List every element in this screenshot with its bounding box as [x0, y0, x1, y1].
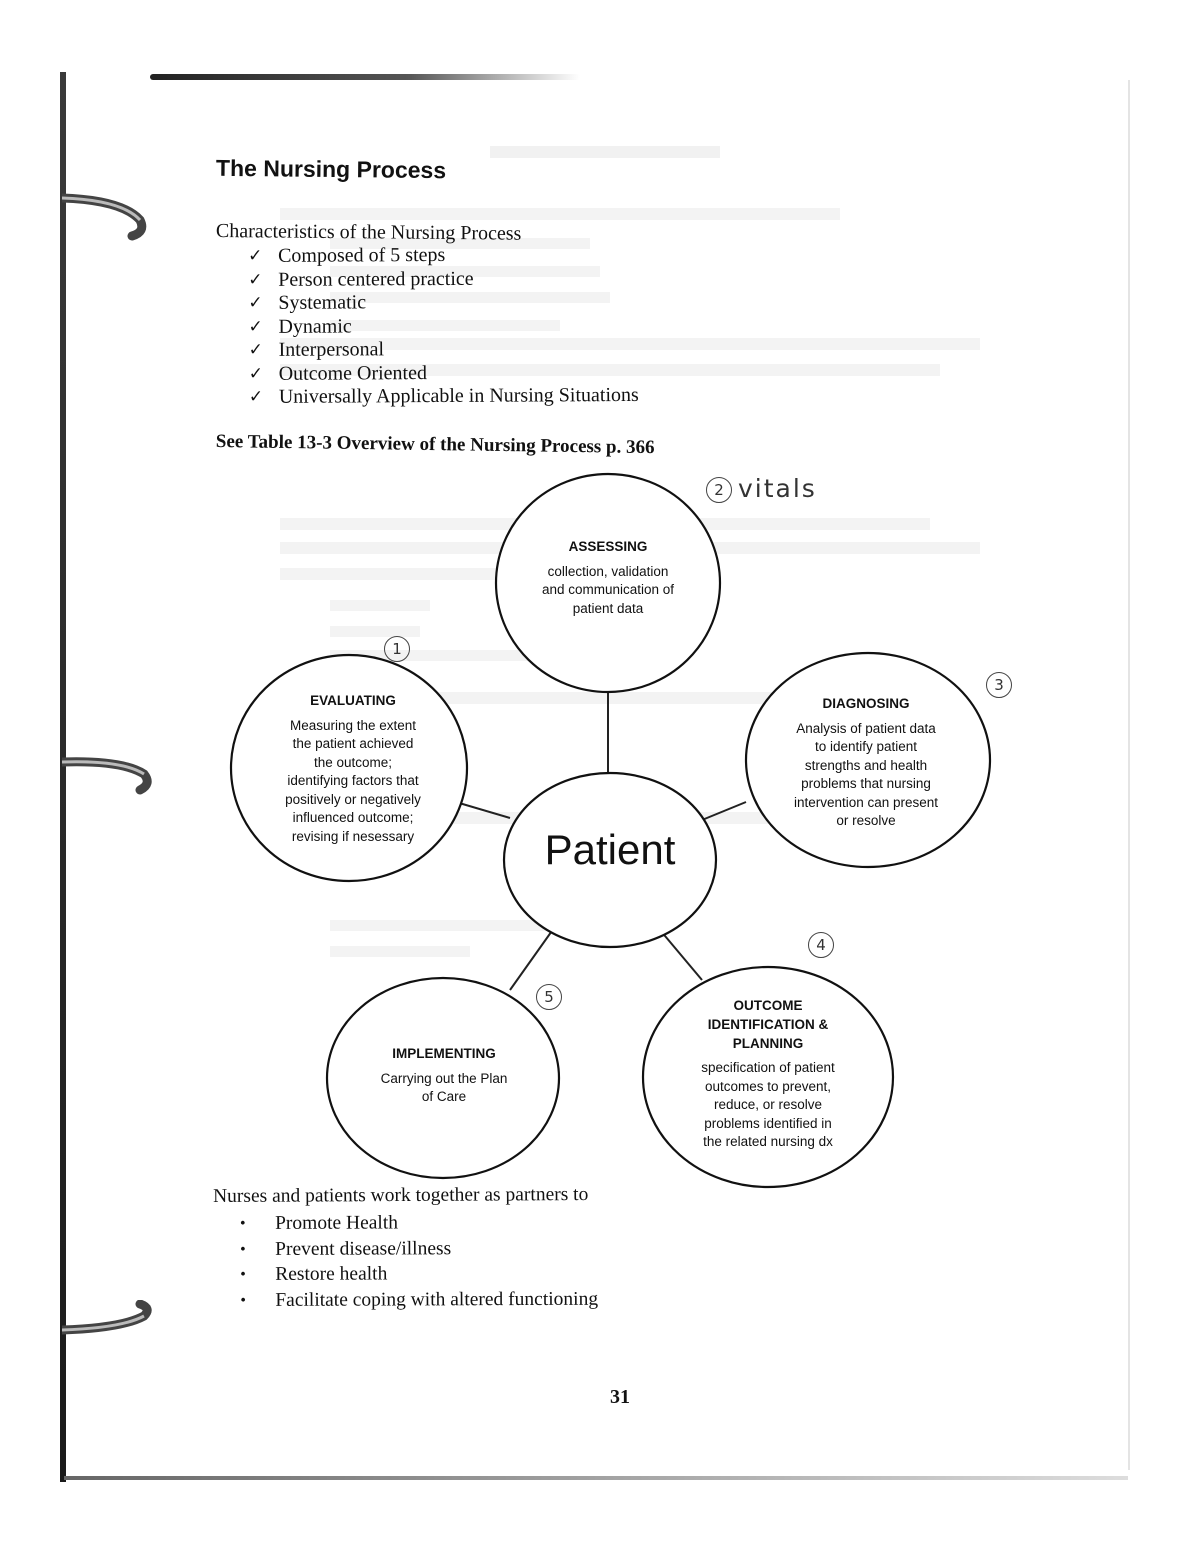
implementing-line: Carrying out the Plan — [380, 1070, 508, 1086]
evaluating-node — [253, 692, 453, 846]
implementing-heading: IMPLEMENTING — [392, 1046, 496, 1061]
assessing-line: and communication of — [541, 582, 675, 597]
implementing-node — [344, 1045, 544, 1107]
table-reference: See Table 13-3 Overview of the Nursing Process p. 366 — [215, 431, 655, 459]
assessing-heading: ASSESSING — [568, 539, 648, 554]
connector-planning — [660, 930, 702, 980]
list-item: ✓ Composed of 5 steps — [248, 243, 446, 267]
planning-heading-line: IDENTIFICATION & — [707, 1017, 829, 1032]
diagnosing-node — [766, 695, 966, 831]
planning-heading-line: OUTCOME — [733, 998, 803, 1013]
implementing-line: of Care — [421, 1089, 467, 1104]
partners-list — [240, 1210, 598, 1313]
planning-line: specification of patient — [701, 1060, 835, 1075]
list-item: ✓ Interpersonal — [248, 338, 385, 361]
list-item: ✓ Universally Applicable in Nursing Situations — [248, 383, 639, 408]
planning-line: reduce, or resolve — [713, 1097, 823, 1112]
checkmark-icon: ✓ — [248, 316, 263, 337]
evaluating-line: Measuring the extent — [289, 717, 417, 733]
list-item: • Facilitate coping with altered functioning — [240, 1286, 598, 1313]
list-item: • Prevent disease/illness — [240, 1235, 598, 1262]
diagnosing-line: Analysis of patient data — [796, 720, 936, 736]
evaluating-line: revising if nesessary — [291, 828, 415, 844]
diagnosing-line: strengths and health — [804, 757, 928, 773]
assessing-line: collection, validation — [547, 563, 669, 579]
handwritten-number-evaluating: 1 — [384, 636, 410, 662]
planning-line: problems identified in — [704, 1115, 832, 1131]
patient-label: Patient — [544, 826, 676, 873]
assessing-line: patient data — [572, 600, 644, 616]
list-item: ✓ Dynamic — [248, 314, 352, 338]
assessing-node — [508, 538, 708, 618]
handwritten-number-diagnosing: 3 — [986, 672, 1012, 698]
handwritten-vitals: vitals — [738, 474, 817, 503]
diagnosing-line: problems that nursing — [801, 776, 931, 791]
page-title: The Nursing Process — [215, 154, 447, 184]
bullet-icon: • — [240, 1240, 246, 1258]
characteristics-heading: Characteristics of the Nursing Process — [215, 220, 522, 245]
diagnosing-line: to identify patient — [814, 739, 918, 754]
list-item: ✓ Person centered practice — [248, 267, 474, 291]
checkmark-icon: ✓ — [248, 245, 263, 266]
list-item: ✓ Outcome Oriented — [248, 361, 428, 385]
evaluating-line: positively or negatively — [285, 791, 421, 807]
handwritten-number-planning: 4 — [808, 932, 834, 958]
checkmark-icon: ✓ — [248, 386, 264, 407]
partners-heading: Nurses and patients work together as partners to — [213, 1184, 589, 1207]
planning-node — [668, 996, 868, 1152]
planning-line: the related nursing dx — [703, 1134, 833, 1149]
page-number: 31 — [610, 1386, 630, 1408]
bullet-icon: • — [240, 1265, 246, 1283]
planning-line: outcomes to prevent, — [704, 1078, 832, 1094]
evaluating-line: identifying factors that — [287, 773, 419, 788]
evaluating-heading: EVALUATING — [310, 693, 396, 708]
list-item: ✓ Systematic — [248, 291, 367, 314]
bullet-icon: • — [240, 1291, 246, 1309]
planning-heading — [668, 996, 868, 1053]
evaluating-line: the outcome; — [313, 754, 393, 770]
evaluating-line: the patient achieved — [292, 736, 414, 751]
checkmark-icon: ✓ — [248, 363, 263, 384]
list-item: • Restore health — [240, 1261, 598, 1288]
handwritten-number-assessing: 2 — [706, 477, 732, 503]
checkmark-icon: ✓ — [248, 269, 263, 290]
handwritten-number-implementing: 5 — [536, 984, 562, 1010]
checkmark-icon: ✓ — [248, 339, 263, 360]
evaluating-line: influenced outcome; — [292, 810, 414, 825]
checkmark-icon: ✓ — [248, 292, 263, 313]
diagnosing-line: or resolve — [836, 813, 896, 828]
planning-heading-line: PLANNING — [732, 1036, 804, 1051]
bullet-icon: • — [240, 1214, 246, 1232]
diagnosing-heading: DIAGNOSING — [822, 696, 910, 711]
list-item: • Promote Health — [240, 1210, 598, 1237]
connector-diagnosing — [702, 802, 746, 820]
connector-implementing — [510, 928, 554, 990]
diagnosing-line: intervention can present — [793, 794, 939, 810]
